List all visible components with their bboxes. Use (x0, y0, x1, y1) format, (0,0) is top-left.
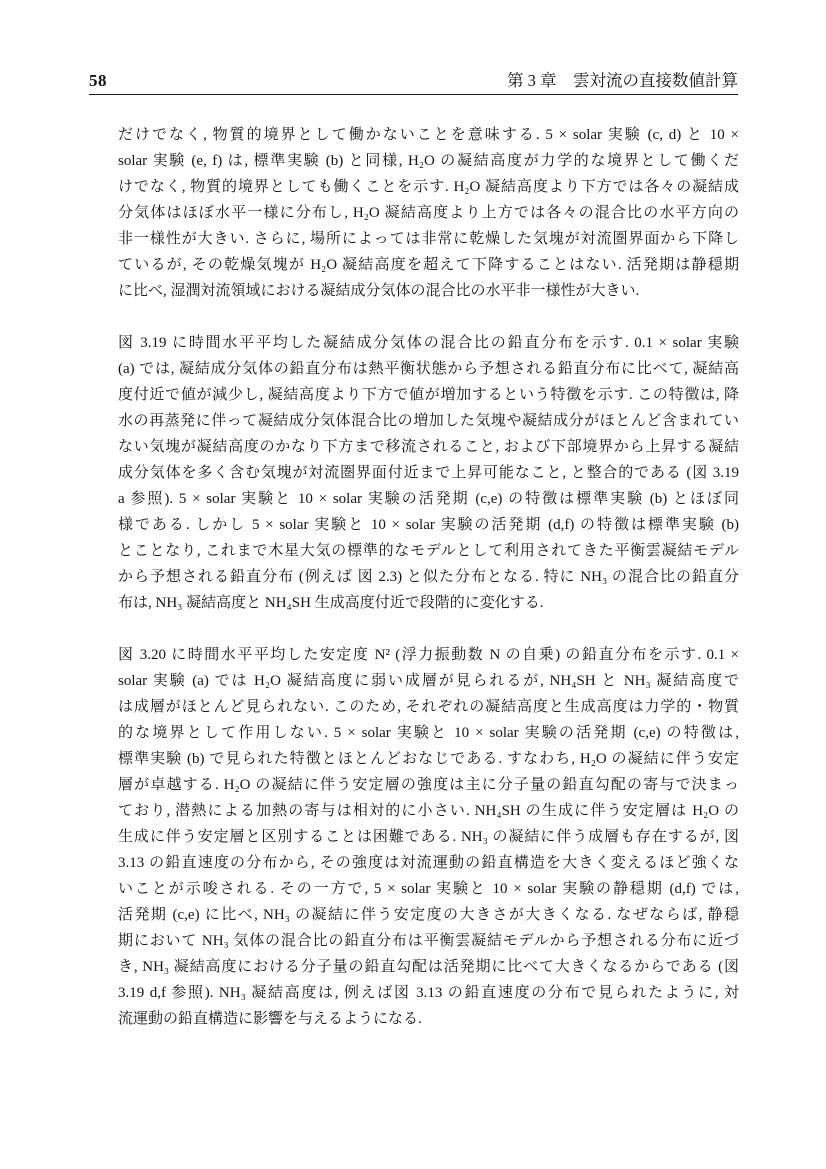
text-line: a 参照). 5 × solar 実験と 10 × solar 実験の活発期 (c,e) の特徴は標準実験 (b) とほぼ同 (118, 491, 739, 507)
page-number: 58 (89, 71, 107, 90)
text-line: ているが, その乾燥気塊が H₂O 凝結高度を超えて下降することはない. 活発期は静穏期 (118, 257, 739, 273)
text-line: 的な境界として作用しない. 5 × solar 実験と 10 × solar 実験の活発期 (c,e) の特徴は, (118, 725, 739, 741)
text-line: は成層がほとんど見られない. このため, それぞれの凝結高度と生成高度は力学的・物質 (118, 699, 739, 715)
text-line: 3.19 d,f 参照). NH₃ 凝結高度は, 例えば図 3.13 の鉛直速度の分布で見られたように, 対 (118, 985, 739, 1001)
text-line: 様である. しかし 5 × solar 実験と 10 × solar 実験の活発期 (d,f) の特徴は標準実験 (b) (118, 517, 739, 533)
text-line: 生成に伴う安定層と区別することは困難である. NH₃ の凝結に伴う成層も存在するが, 図 (118, 829, 739, 845)
text-line: 標準実験 (b) で見られた特徴とほとんどおなじである. すなわち, H₂O の凝結に伴う安定 (118, 751, 739, 767)
page-body (118, 122, 739, 1058)
text-line: 図 3.19 に時間水平平均した凝結成分気体の混合比の鉛直分布を示す. 0.1 × solar 実験 (118, 335, 739, 351)
paragraph-2 (118, 330, 739, 616)
text-line: だけでなく, 物質的境界として働かないことを意味する. 5 × solar 実験 (c, d) と 10 × (118, 127, 739, 143)
text-line: 3.13 の鉛直速度の分布から, その強度は対流運動の鉛直構造を大きく変えるほど強くな (118, 855, 739, 871)
text-line: 度付近で値が減少し, 凝結高度より下方で値が増加するという特徴を示す. この特徴は, 降 (118, 387, 739, 403)
text-line: solar 実験 (e, f) は, 標準実験 (b) と同様, H₂O の凝結高度が力学的な境界として働くだ (118, 153, 739, 169)
text-line: けでなく, 物質的境界としても働くことを示す. H₂O 凝結高度より下方では各々の凝結成 (118, 179, 739, 195)
paragraph-1 (118, 122, 739, 304)
text-line: き, NH₃ 凝結高度における分子量の鉛直勾配は活発期に比べて大きくなるからである (図 (118, 959, 739, 975)
text-line: solar 実験 (a) では H₂O 凝結高度に弱い成層が見られるが, NH₄SH と NH₃ 凝結高度で (118, 673, 739, 689)
text-line: 水の再蒸発に伴って凝結成分気体混合比の増加した気塊や凝結成分がほとんど含まれてい (118, 413, 739, 429)
text-line: 成分気体を多く含む気塊が対流圏界面付近まで上昇可能なこと, と整合的である (図 3.19 (118, 465, 739, 481)
text-line: 層が卓越する. H₂O の凝結に伴う安定層の強度は主に分子量の鉛直勾配の寄与で決まっ (118, 777, 739, 793)
text-line: 流運動の鉛直構造に影響を与えるようになる. (118, 1011, 422, 1027)
text-line: いことが示唆される. その一方で, 5 × solar 実験と 10 × solar 実験の静穏期 (d,f) では, (118, 881, 739, 897)
text-line: 図 3.20 に時間水平平均した安定度 N² (浮力振動数 N の自乗) の鉛直分布を示す. 0.1 × (118, 647, 739, 663)
text-line: から予想される鉛直分布 (例えば 図 2.3) と似た分布となる. 特に NH₃ の混合比の鉛直分 (118, 569, 739, 585)
text-line: 期において NH₃ 気体の混合比の鉛直分布は平衡雲凝結モデルから予想される分布に近づ (118, 933, 739, 949)
page-header (89, 70, 738, 91)
text-line: 非一様性が大きい. さらに, 場所によっては非常に乾燥した気塊が対流圏界面から下降し (118, 231, 739, 247)
header-rule (89, 94, 738, 95)
text-line: ており, 潜熱による加熱の寄与は相対的に小さい. NH₄SH の生成に伴う安定層は H₂O の (118, 803, 739, 819)
text-line: ない気塊が凝結高度のかなり下方まで移流されること, および下部境界から上昇する凝結 (118, 439, 739, 455)
text-line: (a) では, 凝結成分気体の鉛直分布は熱平衡状態から予想される鉛直分布に比べて, 凝結高 (118, 361, 739, 377)
text-line: に比べ, 湿潤対流領域における凝結成分気体の混合比の水平非一様性が大きい. (118, 283, 640, 299)
text-line: とことなり, これまで木星大気の標準的なモデルとして利用されてきた平衡雲凝結モデル (118, 543, 739, 559)
text-line: 活発期 (c,e) に比べ, NH₃ の凝結に伴う安定度の大きさが大きくなる. なぜならば, 静穏 (118, 907, 739, 923)
running-head-chapter-title: 第 3 章 雲対流の直接数値計算 (507, 71, 738, 90)
text-line: 布は, NH₃ 凝結高度と NH₄SH 生成高度付近で段階的に変化する. (118, 595, 544, 611)
text-line: 分気体はほぼ水平一様に分布し, H₂O 凝結高度より上方では各々の混合比の水平方向の (118, 205, 739, 221)
paragraph-3 (118, 642, 739, 1032)
